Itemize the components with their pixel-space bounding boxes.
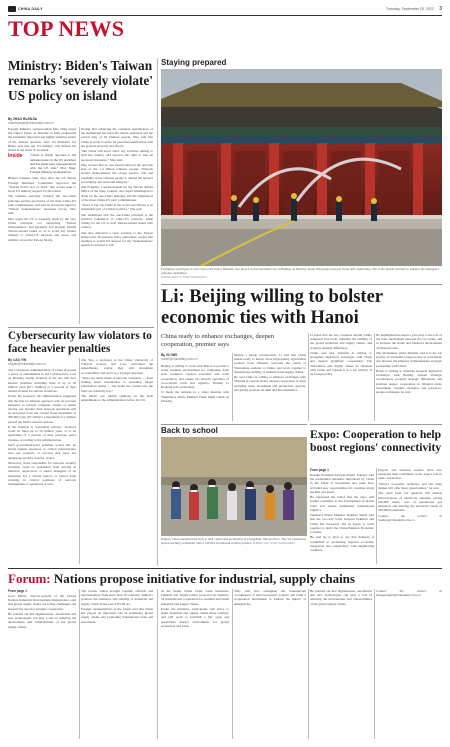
forum-col-2: The forum, which brought together officials and representatives from more than 10 countries, aimed to promote the resilience and stability of industrial and supply chains in the post-COVID era. Foreign representatives at the forum said that China has played an important role in stabilizing global supply chains and promoting international trade and investment.	[81, 589, 153, 624]
hanoi-col-3: Li noted that the two countries should jointly safeguard free trade, maintain the stability of the global industrial and supply chains, and properly manage differences. Chinh said that Vietnam is willing to strengthen high-level exchanges with China and deepen pragmatic cooperation. The Vietnamese side highly values its relations with China and regards it as a top priority of its foreign policy.	[310, 333, 372, 377]
brand-logo: CHINA DAILY	[18, 7, 43, 11]
hanoi-col-2: During a phone conversation, Li said that China stands ready to import more high-quality agricultural produce from Vietnam, welcome the return of Vietnamese students to China, and work together to maintain the stability of industrial and supply chains. He said China is willing to enhance exchanges with Vietnam at various levels, deepen cooperation in areas including trade, investment and production capacity, and jointly promote the Belt and Road Initiative.	[234, 353, 306, 392]
section-title: TOP NEWS	[8, 16, 125, 41]
forum-col-1: From page 1 Gerd Müller, director-general of the United Nations Industrial Development Organization, said that global supply chains are facing challenges and stressed the need for stronger cooperation. He pointed out that digitalization, automation and new technologies can play a role in reducing the uncertainties and vulnerabilities of the global supply chains.	[8, 589, 76, 629]
masthead-bar	[8, 6, 442, 14]
hanoi-col-4: He highlighted the need to give play to the role of the trade mechanism between the two sides, and to promote the stable and balanced development of bilateral trade. The Vietnamese prime minister said it is the top priority of Vietnam's foreign policy to consolidate and develop the bilateral comprehensive strategic partnership with China. Hanoi is willing to maintain frequent high-level exchanges with Beijing, deepen strategic coordination, properly manage differences and promote deeper cooperation in bilateral trade, investment, customs clearance and people-to-people exchanges, he said.	[376, 333, 442, 395]
inside-label: Inside	[8, 153, 23, 160]
taiwan-col-1: Foreign Ministry spokeswoman Mao Ning urged the United States on Monday to fully understand the extremely important and highly sensitive nature of the Taiwan question, after US President Joe Biden said that the US military will defend the island in the event of an attack. Inside "China is firmly opposed to the remarks made by the US president and has made stern representations with the US side." Mao Ning, Foreign Ministry spokesperson Biden's remarks came days after the US Senate Foreign Relations Committee approved the "Taiwan Policy Act of 2022" that would seek to boost US military support for the island. The remarks seriously violated the one-China principle and the provisions of the three China-US joint communiques, and sent an erroneous signal to "Taiwan independence" separatist forces, Mao said. Mao urged the US to earnestly abide by the one-China principle, not supporting "Taiwan independence" and prudently and properly handle Taiwan-related issues so as to avoid any further damage to China-US relations and peace and stability across the Taiwan Straits.	[8, 127, 76, 242]
pullquote: "China is firmly opposed to the remarks made by the US president and has made stern representations with the US side." Mao Ning, Foreign Ministry spokesperson	[30, 153, 76, 175]
hanoi-col-1: Beijing is willing to work with Hanoi to provide a better business environment for companies from both countries, expand economic and trade cooperation, and ensure the smooth operation of cross-border trade and logistics, Premier Li Keqiang said on Monday. Li made the remarks in a video meeting with Vietnamese Prime Minister Pham Minh Chinh on Monday.	[161, 364, 229, 403]
headline-cyber: Cybersecurity law violators to face heavier penalties	[8, 330, 152, 355]
photo-credit-school: ZHANG YAO / FOR CHINA DAILY	[252, 540, 296, 545]
headline-expo: Expo: Cooperation to help boost regions' connectivity	[310, 428, 442, 454]
headline-forum-prefix: Forum:	[8, 571, 51, 586]
photo-credit-fire-drill: ZHANG XIAOYI / FOR CHINA DAILY	[161, 275, 208, 280]
taiwan-col-2: Noting that achieving the complete reunification of the motherland has been the shared aspiration and the sacred duty of all Chinese people, Mao said that China is ready to strive for peaceful reunification with the greatest sincerity and efforts. "But China will never allow any activities aiming to split the country, and reserves the right to take all necessary measures," Mao said. Mao warned that no one should stand on the opposite side of the 1.4 billion Chinese people. "Nobody should underestimate the strong resolve, will and capability of the Chinese people to defend the nation's sovereignty and territorial integrity." Zhu Fenglian, a spokeswoman for the Taiwan Affairs Office of the State Council, also urged Washington to abide by the one-China principle and the stipulations of the three China-US joint communiques. "There is but one China in the world and Taiwan is an inalienable part of China's territory," Zhu said. She underlined that the one-China principle is the political foundation of China-US relations, while calling for the US to treat Taiwan-related issues with caution. Zhu also delivered a stern warning to the Taiwan Democratic Progressive Party authorities, saying that attempts to solicit US support for the "independence" agenda is doomed to fail.	[81, 127, 153, 248]
page-number: 3	[439, 6, 442, 12]
forum-col-3: At the forum, China, Chile, Cuba, Indonesia, Pakistan and Serbia jointly proposed an initiative on international cooperation for resilient and stable industrial and supply chains. Under the initiative, participants will strive to make industrial and supply chains more resilient, and will work to establish a fair, open and predictable market environment for global production and trade.	[161, 589, 229, 628]
school-section-title: Back to school	[161, 426, 218, 435]
issue-date: Tuesday, September 20, 2022	[386, 7, 434, 11]
cyber-col-1: The Cyberspace Administration of China proposed a series of amendments to the Cybersecurity Law on Monday, saying violators of the law will face heavier penalties, including fines of up to 50 million yuan ($7.1 million) or 5 percent of their annual revenue for serious violations. Under the proposal, the administration suggested that the fine for Internet operators who do not take measures to prevent computer viruses or online attacks, nor monitor their network operations will be increased from the current fixed maximum of 500,000 yuan ($71,000) to a maximum of 1 million yuan if the harm caused is serious. If the situation is "extremely serious," violators could be fined up to 50 million yuan, or to an equivalent of 5 percent of their previous year's revenue, according to the administration. Such government-level penalties would also be levied against operators of critical infrastructure who use products or services that have not undergone security reviews, it said. Moreover, those responsible for network security incidents could be prohibited from serving as directors, supervisors or senior managers of an enterprise for a certain period, or barred from working in critical positions of network management or operations, it said.	[8, 368, 76, 487]
photo-section-title: Staying prepared	[161, 58, 227, 67]
brand-logo-icon	[8, 6, 16, 12]
photo-caption-school: Primary school students head back to their classrooms on Monday in Changchun, Jilin province. The city resumed in-person teaching on Monday after a COVID-19 outbreak in Jilin province. ZHANG YAO / FOR CHINA DAILY	[161, 537, 307, 545]
forum-col-6	[376, 589, 442, 741]
headline-hanoi: Li: Beijing willing to bolster economic ties with Hanoi	[161, 287, 383, 328]
headline-forum-rest: Nations propose initiative for industrial, supply chains	[53, 571, 355, 586]
headline-forum	[8, 571, 442, 586]
photo-caption-fire-drill: Firefighters participate in a fire drill at the Palace Museum, also known as the Forbidden City, in Beijing, on Monday. About 200 people took part in the drill, replicating a fire at the ancient structure to enhance fire emergency response capabilities. ZHANG XIAOYI / FOR CHINA DAILY	[161, 268, 442, 280]
cyber-col-2: Zhu Wei, a professor at the China University of Political Science and Law, welcomed the amendments, saying they will strengthen accountability and serve as a stronger deterrent. "There are many kinds of network violations — from leaking users' information to spreading illegal information online — but under the current law, the fines are relatively low." The public can submit opinions on the draft amendments to the administration before Oct 29.	[81, 358, 153, 403]
byline-cyber: By CAO YIN caoyin@chinadaily.com.cn	[8, 358, 46, 366]
forum-contact: Contact the writers at zhangyangfei@chinadaily.com.cn	[376, 589, 442, 598]
back-to-school-photo	[161, 437, 307, 536]
byline-hanoi: By XU WEI xuwei@chinadaily.com.cn	[161, 353, 198, 361]
byline-taiwan: By ZHAO HUANJIA zhaohuanjia@chinadaily.com.cn	[8, 117, 54, 125]
forum-col-5: He pointed out that digitalization, automation and new technologies can play a role in reducing the uncertainties and vulnerabilities of the global supply chains.	[310, 589, 372, 606]
inside-box	[8, 153, 76, 174]
headline-taiwan: Ministry: Biden's Taiwan remarks 'severely violate' US policy on island	[8, 58, 153, 103]
expo-col-1: From page 1 Kazakh President Kassym-Jomart Tokayev said the preferential measures introduced by China in the fields of investment and trade have provided new opportunities for countries along the Belt and Road. He expressed the belief that the expo will further contribute to the development of global trade and ensure unimpeded international logistics. Pakistan's Prime Minister Shahbaz Sharif said that the two-way trade between Pakistan and China has increased, and he hopes to work together to build the China-Pakistan Economic Corridor. He said he is glad to see that Pakistan is committed to promoting regional economic integration and connectivity with neighboring countries.	[310, 468, 374, 553]
deck-hanoi: China ready to enhance exchanges, deepen cooperation, premier says	[161, 333, 275, 348]
forum-col-4: They will also strengthen the international coordination of macroeconomic policies and build a cooperation mechanism to address the impact of emergencies.	[234, 589, 306, 606]
expo-col-2: Experts and business leaders have also expressed their confidence in the expo's role in trade cooperation. "China's economic resilience and the huge market will offer more opportunities," he said. The wind farm can generate 320 million kilowatt-hours of electricity annually, saving 100,000 metric tons of greenhouse gas emissions and meeting the electricity needs of 320,000 households. Contact the writers at liuzhen@chinadaily.com.cn	[378, 468, 442, 522]
expo-contact: Contact the writers at liuzhen@chinadaily.com.cn	[378, 513, 442, 522]
forbidden-city-fire-drill-photo	[161, 69, 442, 266]
